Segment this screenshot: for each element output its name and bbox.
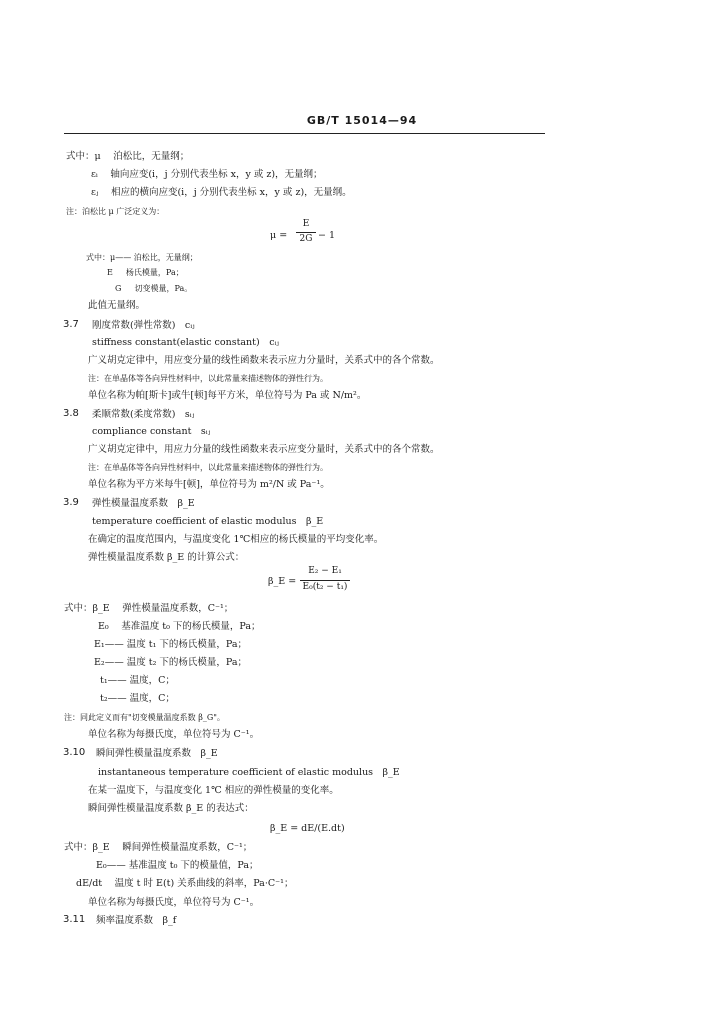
section-3-7-english-term: stiffness constant(elastic constant) cᵢⱼ [92,337,279,348]
section-3-11-title: 频率温度系数 β_f [96,915,177,926]
formula-beta-e-fraction-bar [300,580,350,581]
formula-poisson-denominator: 2G [299,234,313,244]
formula-poisson-lhs: μ = [270,230,288,241]
section-3-7-number: 3.7 [63,319,79,330]
where-note-E: E 杨氏模量，Pa； [107,268,184,277]
section-3-9-unit: 单位名称为每摄氏度，单位符号为 C⁻¹。 [88,729,260,740]
section-3-7-title: 刚度常数(弹性常数) cᵢⱼ [92,320,195,331]
section-3-8-note: 注：在单晶体等各向异性材料中，以此常量来描述物体的弹性行为。 [88,463,328,472]
formula-poisson-tail: − 1 [318,230,336,241]
section-3-9-note: 注：同此定义而有"切变模量温度系数 β_G"。 [64,713,225,722]
section-3-10-title: 瞬间弹性模量温度系数 β_E [96,748,218,759]
where-t1: t₁—— 温度，C； [100,675,175,686]
formula-beta-e-lhs: β_E = [268,576,297,587]
formula-beta-e-denominator: E₀(t₂ − t₁) [302,582,348,592]
section-3-10-english-term: instantaneous temperature coefficient of elastic modulus β_E [98,767,400,778]
dimensionless-remark: 此值无量纲。 [88,300,146,311]
where-line-axial-strain: εᵢ 轴向应变(i，j 分别代表坐标 x，y 或 z)，无量纲； [91,169,323,180]
where-E0: E₀ 基准温度 t₀ 下的杨氏模量，Pa； [98,621,261,632]
where-note-mu: 式中：μ—— 泊松比，无量纲； [86,253,198,262]
section-3-9-english-term: temperature coefficient of elastic modulus β_E [92,516,324,527]
where-beta-e: 式中：β_E 弹性模量温度系数，C⁻¹； [64,603,234,614]
where-instant-E0: E₀—— 基准温度 t₀ 下的模量值，Pa； [96,860,259,871]
section-3-10-definition: 在某一温度下，与温度变化 1℃ 相应的弹性模量的变化率。 [88,785,339,796]
section-3-8-title: 柔顺常数(柔度常数) sᵢⱼ [92,409,195,420]
where-instant-beta-e: 式中：β_E 瞬间弹性模量温度系数，C⁻¹； [64,842,253,853]
formula-poisson-fraction-bar [296,232,316,233]
section-3-7-unit: 单位名称为帕[斯卡]或牛[顿]每平方米，单位符号为 Pa 或 N/m²。 [88,390,367,401]
section-3-9-formula-intro: 弹性模量温度系数 β_E 的计算公式： [88,552,245,563]
note-poisson-definition: 注：泊松比 μ 广泛定义为： [66,207,165,216]
section-3-8-english-term: compliance constant sᵢⱼ [92,426,211,437]
where-E1: E₁—— 温度 t₁ 下的杨氏模量，Pa； [94,639,248,650]
section-3-8-unit: 单位名称为平方米每牛[顿]，单位符号为 m²/N 或 Pa⁻¹。 [88,479,330,490]
section-3-10-formula-intro: 瞬间弹性模量温度系数 β_E 的表达式： [88,803,254,814]
section-3-9-number: 3.9 [63,497,79,508]
section-3-8-definition: 广义胡克定律中，用应力分量的线性函数来表示应变分量时，关系式中的各个常数。 [88,444,440,455]
where-E2: E₂—— 温度 t₂ 下的杨氏模量，Pa； [94,657,248,668]
section-3-7-note: 注：在单晶体等各向异性材料中，以此常量来描述物体的弹性行为。 [88,374,328,383]
formula-instant-beta-e: β_E = dE/(E.dt) [270,823,345,834]
section-3-9-title: 弹性模量温度系数 β_E [92,498,195,509]
where-line-poisson: 式中：μ 泊松比，无量纲； [66,151,190,162]
page-header-standard-number: GB/T 15014—94 [306,114,418,127]
formula-beta-e-numerator: E₂ − E₁ [308,566,342,576]
where-dE-dt: dE/dt 温度 t 时 E(t) 关系曲线的斜率，Pa·C⁻¹； [76,878,294,889]
formula-poisson-numerator: E [302,219,310,229]
section-3-8-number: 3.8 [63,408,79,419]
where-note-G: G 切变模量，Pa。 [115,284,193,293]
section-3-11-number: 3.11 [63,914,86,925]
section-3-7-definition: 广义胡克定律中，用应变分量的线性函数来表示应力分量时，关系式中的各个常数。 [88,355,440,366]
header-rule [64,133,545,134]
section-3-10-unit: 单位名称为每摄氏度，单位符号为 C⁻¹。 [88,897,260,908]
section-3-10-number: 3.10 [63,747,86,758]
where-t2: t₂—— 温度，C； [100,693,175,704]
where-line-lateral-strain: εⱼ 相应的横向应变(i，j 分别代表坐标 x，y 或 z)，无量纲。 [91,187,352,198]
section-3-9-definition: 在确定的温度范围内，与温度变化 1℃相应的杨氏模量的平均变化率。 [88,534,384,545]
